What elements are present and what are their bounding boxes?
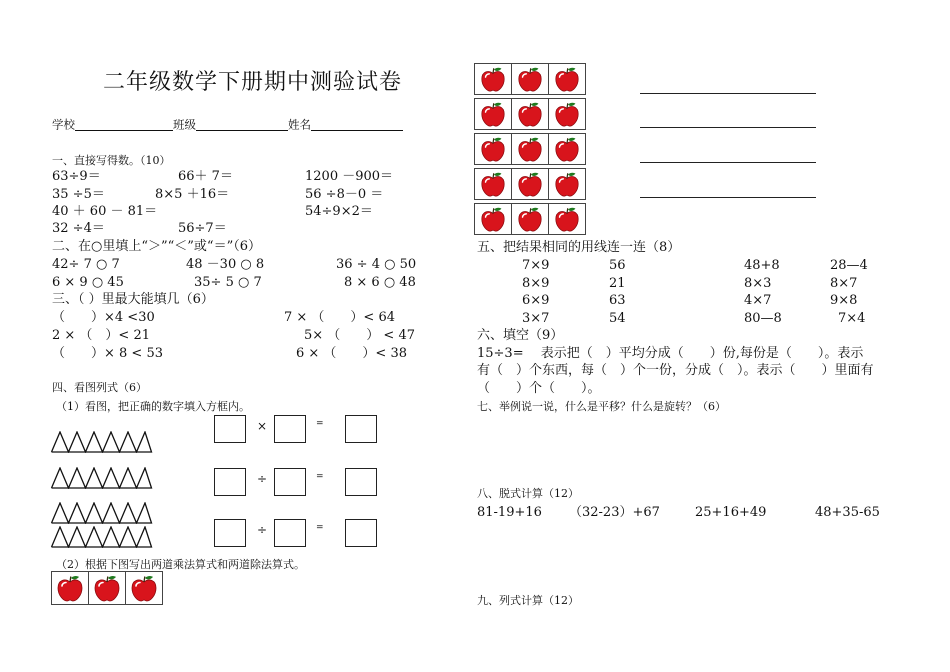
answer-line[interactable] bbox=[640, 127, 816, 128]
match-item[interactable]: 63 bbox=[609, 293, 626, 308]
match-item[interactable]: 9×8 bbox=[830, 293, 858, 308]
match-item[interactable]: 4×7 bbox=[744, 293, 772, 308]
match-item[interactable]: 7×9 bbox=[522, 258, 550, 273]
s1-item: 32 ÷4＝ bbox=[52, 221, 105, 236]
apple-icon bbox=[516, 100, 544, 128]
s2-item: 8 × 6 ○ 48 bbox=[344, 275, 416, 290]
s1-item: 40 ＋ 60 － 81＝ bbox=[52, 204, 158, 219]
s2-item: 42÷ 7 ○ 7 bbox=[52, 257, 120, 272]
apple-icon bbox=[516, 135, 544, 163]
answer-box[interactable] bbox=[274, 415, 306, 443]
class-blank[interactable] bbox=[196, 118, 288, 131]
triangles-figure-2 bbox=[50, 467, 153, 489]
apple-icon bbox=[516, 205, 544, 233]
s3-item: 5× （ ） < 47 bbox=[304, 328, 415, 343]
apple-icon bbox=[479, 100, 507, 128]
triangles-figure-3a bbox=[50, 502, 153, 524]
page-title: 二年级数学下册期中测验试卷 bbox=[103, 70, 403, 95]
s2-item: 48 －30 ○ 8 bbox=[186, 257, 265, 272]
answer-box[interactable] bbox=[345, 415, 377, 443]
apple-row-3 bbox=[474, 133, 586, 165]
answer-box[interactable] bbox=[274, 519, 306, 547]
answer-box[interactable] bbox=[214, 415, 246, 443]
apple-icon bbox=[479, 135, 507, 163]
section-1-heading: 一、直接写得数。（10） bbox=[52, 154, 171, 167]
match-item[interactable]: 28—4 bbox=[830, 258, 868, 273]
name-label: 姓名 bbox=[288, 117, 311, 132]
match-item[interactable]: 7×4 bbox=[838, 311, 866, 326]
apple-row-5 bbox=[474, 203, 586, 235]
apple-row-2 bbox=[474, 98, 586, 130]
calc-item: 48+35-65 bbox=[815, 505, 880, 520]
calc-item: 81-19+16 bbox=[477, 505, 542, 520]
answer-line[interactable] bbox=[640, 93, 816, 94]
section-7-heading: 七、举例说一说，什么是平移？什么是旋转？（6） bbox=[477, 400, 726, 413]
section-6-heading: 六、填空（9） bbox=[477, 328, 564, 343]
apple-icon bbox=[129, 573, 159, 603]
match-item[interactable]: 8×7 bbox=[830, 276, 858, 291]
equals-operator: = bbox=[316, 472, 324, 482]
match-item[interactable]: 8×9 bbox=[522, 276, 550, 291]
s1-item: 63÷9＝ bbox=[52, 169, 101, 184]
match-item[interactable]: 54 bbox=[609, 311, 626, 326]
apple-icon bbox=[516, 170, 544, 198]
s3-item: （ ）×4 <30 bbox=[52, 310, 155, 325]
section-4-heading: 四、看图列式（6） bbox=[52, 381, 147, 394]
s3-item: 2 × （ ）< 21 bbox=[52, 328, 150, 343]
class-label: 班级 bbox=[173, 117, 196, 132]
apple-icon bbox=[553, 135, 581, 163]
s1-item: 8×5 ＋16＝ bbox=[155, 187, 230, 202]
s6-line-3: （ ）个（ ）。 bbox=[477, 381, 601, 396]
calc-item: 25+16+49 bbox=[695, 505, 767, 520]
apple-icon bbox=[92, 573, 122, 603]
section-8-heading: 八、脱式计算（12） bbox=[477, 487, 579, 500]
apple-icon bbox=[553, 205, 581, 233]
divide-operator: ÷ bbox=[257, 523, 268, 537]
divide-operator: ÷ bbox=[257, 472, 268, 486]
triangles-figure-1 bbox=[50, 431, 153, 453]
apple-row-4 bbox=[474, 168, 586, 200]
s3-item: 7 × （ ）< 64 bbox=[284, 310, 395, 325]
s4-sub2: （2）根据下图写出两道乘法算式和两道除法算式。 bbox=[56, 558, 305, 571]
apple-icon bbox=[479, 65, 507, 93]
section-2-heading: 二、在○里填上“＞”“＜”或“＝”（6） bbox=[52, 239, 261, 254]
s3-item: 6 × （ ）< 38 bbox=[296, 346, 407, 361]
answer-box[interactable] bbox=[274, 468, 306, 496]
s6-line-2: 有（ ）个东西，每（ ）个一份，分成（ ）。表示（ ）里面有 bbox=[477, 363, 874, 378]
s1-item: 35 ÷5＝ bbox=[52, 187, 105, 202]
student-info-row bbox=[52, 118, 403, 131]
apple-icon bbox=[516, 65, 544, 93]
section-3-heading: 三、（ ）里最大能填几（6） bbox=[52, 292, 214, 307]
times-operator: × bbox=[257, 419, 268, 433]
s6-line-1: 15÷3= 表示把（ ）平均分成（ ）份,每份是（ ）。表示 bbox=[477, 346, 864, 361]
apple-icon bbox=[553, 100, 581, 128]
match-item[interactable]: 21 bbox=[609, 276, 626, 291]
calc-item: （32-23）+67 bbox=[569, 505, 660, 520]
s2-item: 6 × 9 ○ 45 bbox=[52, 275, 124, 290]
apple-icon bbox=[479, 205, 507, 233]
name-blank[interactable] bbox=[311, 118, 403, 131]
school-label: 学校 bbox=[52, 117, 75, 132]
apple-icon bbox=[479, 170, 507, 198]
answer-box[interactable] bbox=[345, 519, 377, 547]
apple-row-1 bbox=[474, 63, 586, 95]
s2-item: 35÷ 5 ○ 7 bbox=[194, 275, 262, 290]
apple-icon bbox=[55, 573, 85, 603]
answer-box[interactable] bbox=[345, 468, 377, 496]
s1-item: 1200 －900＝ bbox=[305, 169, 394, 184]
section-9-heading: 九、列式计算（12） bbox=[477, 594, 579, 607]
match-item[interactable]: 8×3 bbox=[744, 276, 772, 291]
answer-box[interactable] bbox=[214, 468, 246, 496]
s1-item: 56÷7＝ bbox=[178, 221, 227, 236]
s3-item: （ ）× 8 < 53 bbox=[52, 346, 163, 361]
s4-sub1: （1）看图，把正确的数字填入方框内。 bbox=[56, 400, 250, 413]
school-blank[interactable] bbox=[75, 118, 173, 131]
apple-icon bbox=[553, 65, 581, 93]
answer-box[interactable] bbox=[214, 519, 246, 547]
section-5-heading: 五、把结果相同的用线连一连（8） bbox=[477, 240, 681, 255]
apple-icon bbox=[553, 170, 581, 198]
equals-operator: = bbox=[316, 419, 324, 429]
match-item[interactable]: 3×7 bbox=[522, 311, 550, 326]
equals-operator: = bbox=[316, 523, 324, 533]
s1-item: 54÷9×2＝ bbox=[305, 204, 373, 219]
answer-line[interactable] bbox=[640, 162, 816, 163]
match-item[interactable]: 6×9 bbox=[522, 293, 550, 308]
s1-item: 66＋ 7＝ bbox=[178, 169, 233, 184]
s1-item: 56 ÷8－0 ＝ bbox=[305, 187, 384, 202]
match-item[interactable]: 48+8 bbox=[744, 258, 780, 273]
apple-row-bottom bbox=[51, 571, 163, 605]
s2-item: 36 ÷ 4 ○ 50 bbox=[336, 257, 417, 272]
match-item[interactable]: 56 bbox=[609, 258, 626, 273]
answer-line[interactable] bbox=[640, 197, 816, 198]
match-item[interactable]: 80—8 bbox=[744, 311, 782, 326]
triangles-figure-3b bbox=[50, 526, 153, 548]
